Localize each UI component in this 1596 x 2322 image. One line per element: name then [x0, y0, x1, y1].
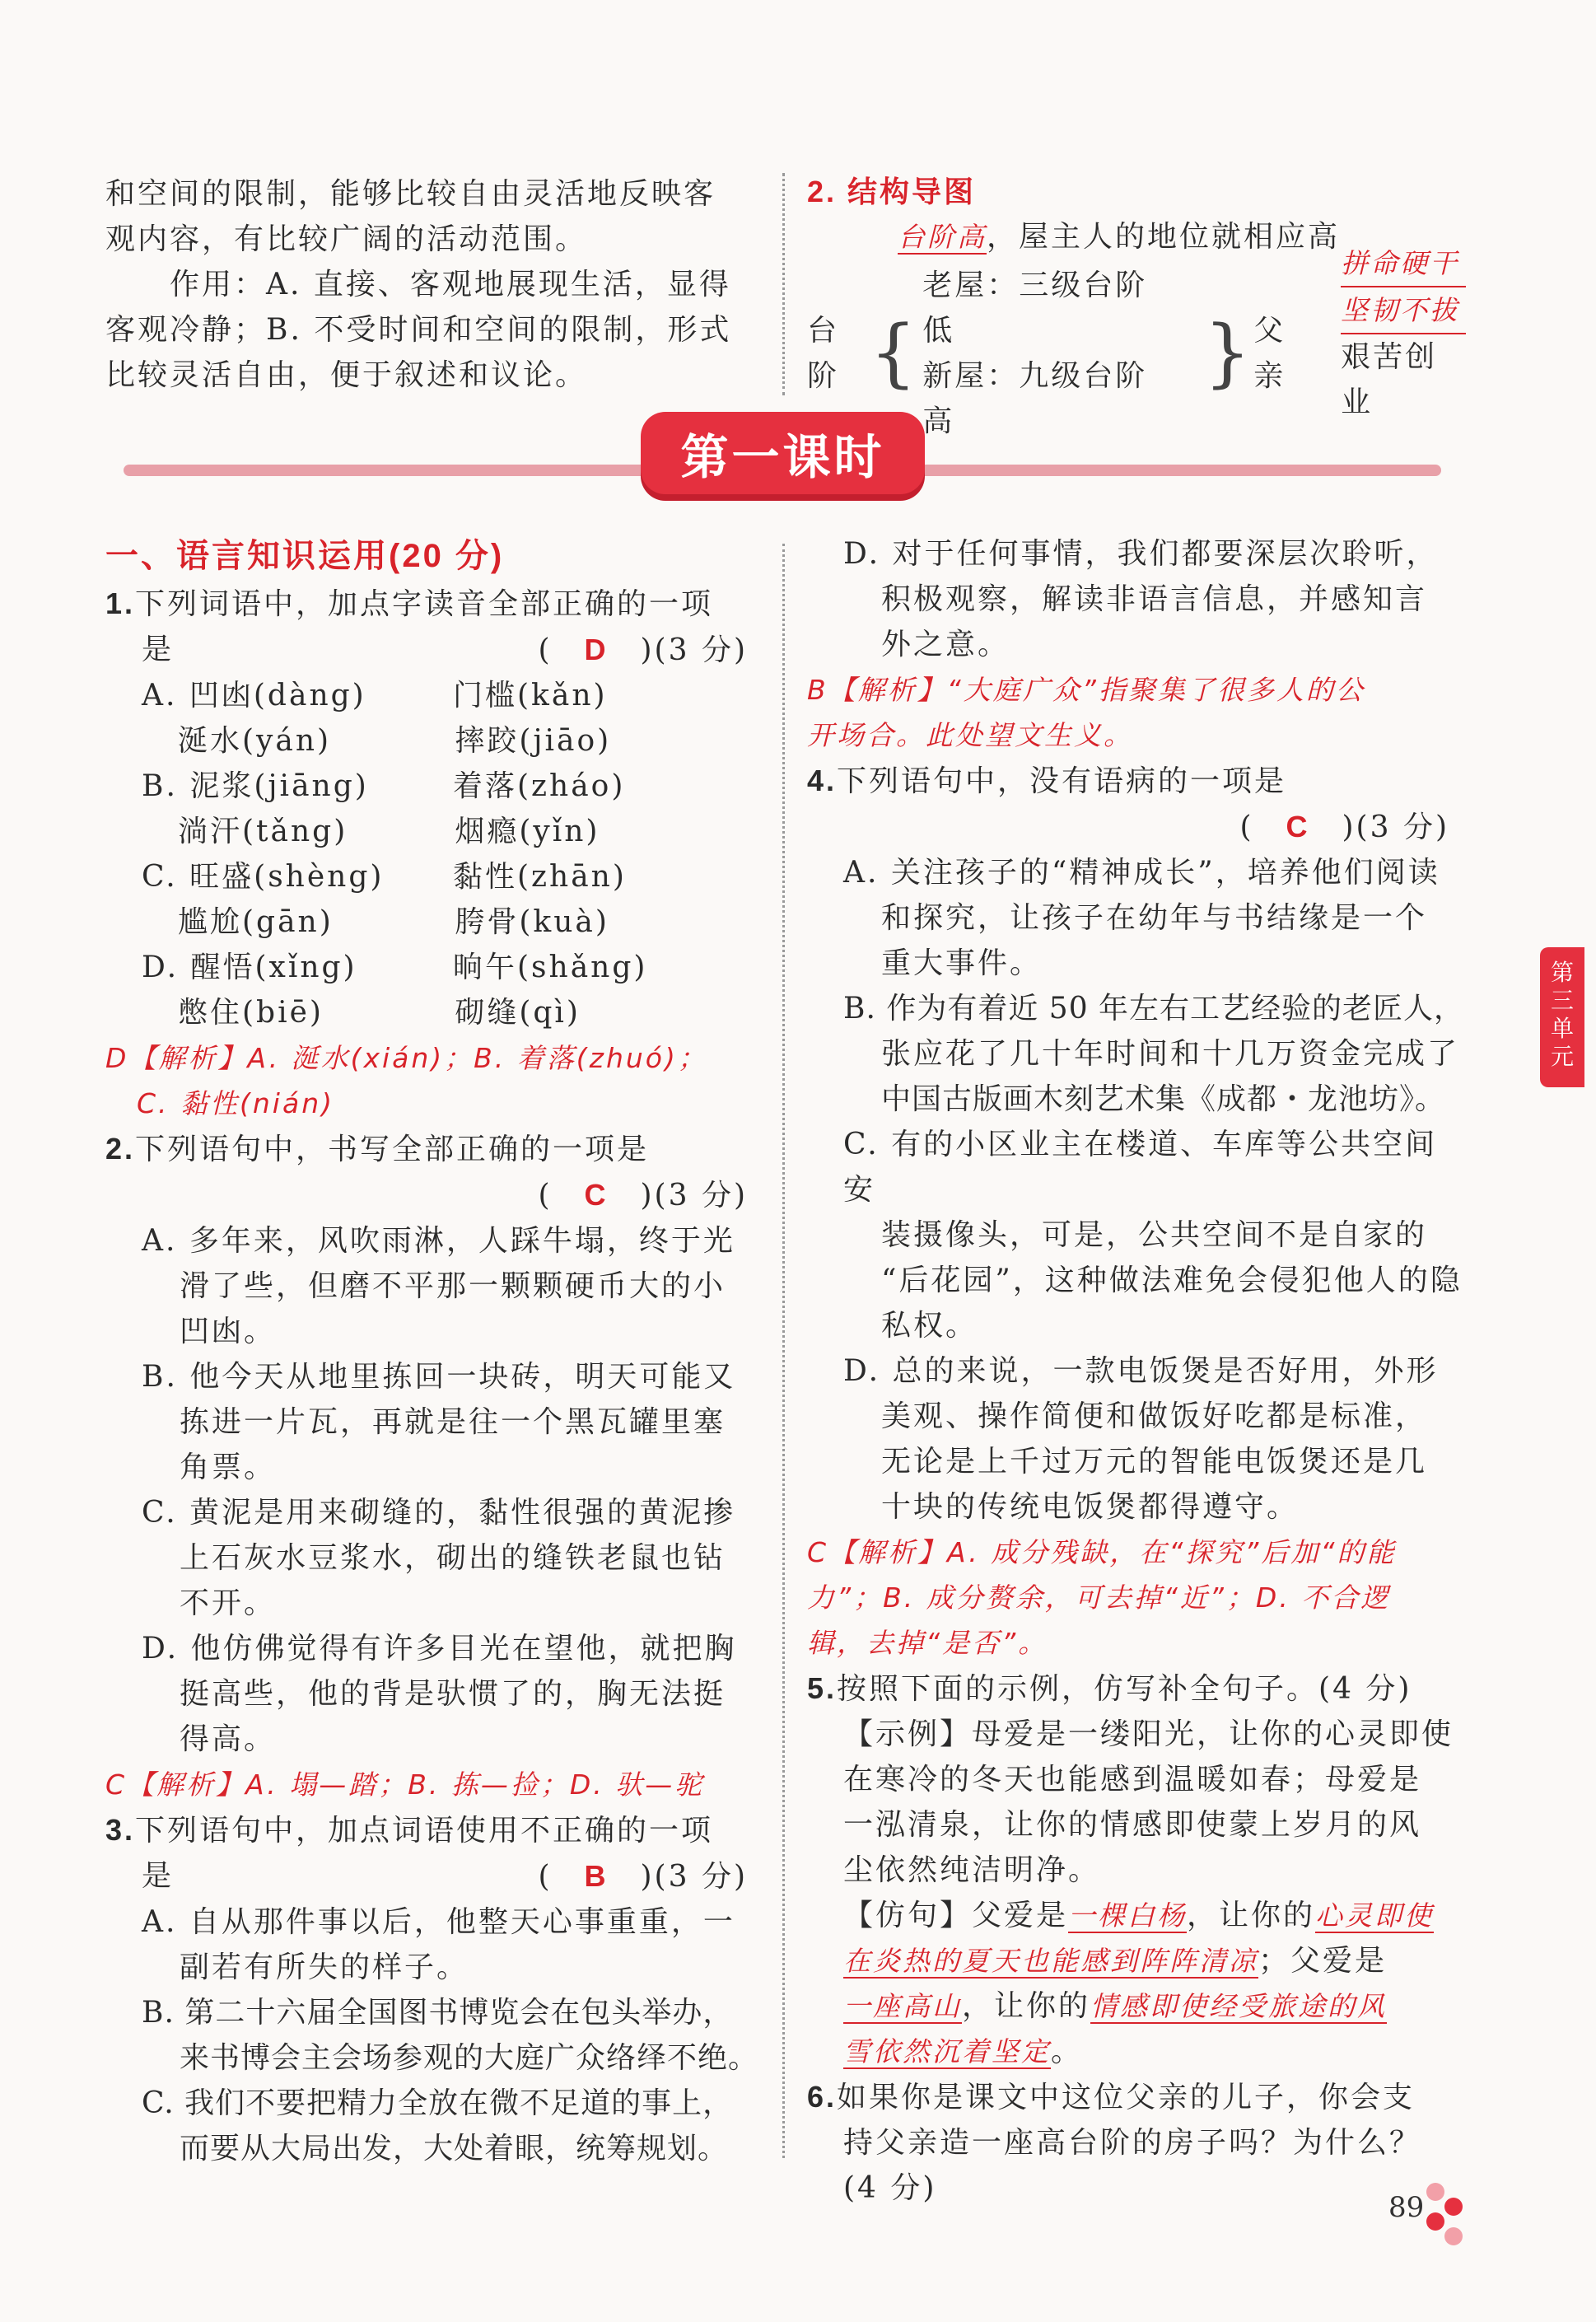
- text-line: A. 凹凼(dàng): [142, 679, 366, 712]
- text-line: A. 自从那件事以后，他整天心事重重，一: [142, 1905, 735, 1939]
- text-line: 尴尬(gān): [178, 905, 334, 939]
- text-line: 下列语句中，加点词语使用不正确的一项: [135, 1814, 714, 1848]
- text-line: “后花园”，这种做法难免会侵犯他人的隐: [881, 1264, 1463, 1297]
- text-line: (3 分): [654, 1179, 748, 1212]
- text-line: 拼命硬干: [1341, 241, 1466, 287]
- text-line: 憋住(biē): [178, 996, 324, 1030]
- text-line: 来书博会主会场参观的大庭广众络绎不绝。: [180, 2041, 759, 2075]
- text-line: ，让你的: [962, 1989, 1091, 2023]
- text-line: 第一课时: [680, 431, 885, 484]
- text-line: 烟瘾(yǐn): [455, 815, 600, 848]
- text-line: 3.: [105, 1813, 136, 1847]
- text-line: 张应花了几十年时间和十几万资金完成了: [881, 1037, 1460, 1071]
- text-line: 无论是上千过万元的智能电饭煲还是几: [881, 1445, 1428, 1479]
- question-3-option-d: [807, 531, 1466, 758]
- explanation: D【解析】A. 涎水(xián)；B. 着落(zhuó)；: [105, 1042, 707, 1074]
- text-line: 辑，去掉“是否”。: [807, 1627, 1048, 1659]
- explanation: C【解析】A. 塌—踏；B. 拣—捡；D. 驮—驼: [105, 1768, 705, 1801]
- question-6: [807, 2074, 1466, 2211]
- text-line: A. 关注孩子的“精神成长”，培养他们阅读: [843, 856, 1440, 890]
- question-4: 4.下列语句中，没有语病的一项是 ( C )(3 分) A. 关注孩子的“精神成长”，培养他们阅读 和探究，让孩子在幼年与书结缘是一个 重大事件。 B. 作为有着近 50 年左右工艺经验的老匠人， 张应花了几十年时间和十几万资金完成了 中国古版画木刻艺术集《成都・龙池坊》。 C. 有的小区业主在楼道、车库等公共空间安 装摄像头，可是，公共空间不是自家的 “后花园”，这种做法难免会侵犯他人的隐 私权。 D. 总的来说，一款电饭煲是否好用，外形 美观、操作简便和做饭好吃都是标准， 无论是上千过万元的智能电饭煲还是几 十块的传统电饭煲都得遵守。 C【解析】A. 成分残缺，在“探究”后加“的能 力”；B. 成分赘余，可去掉“近”；D. 不合逻 辑，去掉“是否”。: [807, 758, 1466, 1666]
- text-line: 是: [142, 1859, 175, 1893]
- text-line: 得高。: [180, 1722, 277, 1756]
- text-line: 着落(zháo): [453, 769, 626, 803]
- text-line: 如果你是课文中这位父亲的儿子，你会支: [837, 2081, 1416, 2114]
- text-line: ；父爱是: [1258, 1944, 1388, 1978]
- text-line: C. 有的小区业主在楼道、车库等公共空间安: [843, 1128, 1438, 1207]
- text-line: 黏性(zhān): [453, 860, 627, 894]
- text-line: 和探究，让孩子在幼年与书结缘是一个: [881, 901, 1428, 935]
- question-2: 2.下列语句中，书写全部正确的一项是 ( C )(3 分) A. 多年来，风吹雨淋，人踩牛塌，终于光 滑了些，但磨不平那一颗颗硬币大的小 凹凼。 B. 他今天从地里拣回一块砖，明天可能又 拣进一片瓦，再就是往一个黑瓦罐里塞 角票。 C. 黄泥是用来砌缝的，黏性很强的黄泥掺 上石灰水豆浆水，砌出的缝铁老鼠也钻 不开。 D. 他仿佛觉得有许多目光在望他，就把胸 挺高些，他的背是驮惯了的，胸无法挺 得高。 C【解析】A. 塌—踏；B. 拣—捡；D. 驮—驼: [105, 1126, 764, 1807]
- text-line: 砌缝(qì): [455, 996, 581, 1030]
- text-line: C. 黏性(nián): [137, 1087, 334, 1119]
- question-5: [807, 1666, 1466, 2074]
- text-line: 台阶: [807, 314, 840, 393]
- text-line: 客观冷静；B. 不受时间和空间的限制，形式: [105, 313, 732, 347]
- question-3: 3.下列语句中，加点词语使用不正确的一项 是 ( B )(3 分) A. 自从那件事以后，他整天心事重重，一 副若有所失的样子。 B. 第二十六届全国图书博览会在包头举办， 来书博会主会场参观的大庭广众络绎不绝。 C. 我们不要把精力全放在微不足道的事上， 而要从大局出发，大处着眼，统筹规划。: [105, 1807, 764, 2171]
- text-line: 上石灰水豆浆水，砌出的缝铁老鼠也钻: [180, 1541, 726, 1575]
- decor-dot: [1426, 2212, 1444, 2231]
- text-line: 凹凼。: [180, 1315, 277, 1348]
- text-line: 中国古版画木刻艺术集《成都・龙池坊》。: [881, 1082, 1446, 1116]
- text-line: B. 他今天从地里拣回一块砖，明天可能又: [142, 1360, 736, 1394]
- text-line: 是: [142, 633, 175, 666]
- text-line: 在炎热的夏天也能感到阵阵清凉: [843, 1945, 1258, 1977]
- text-line: 作用：A. 直接、客观地展现生活，显得: [105, 268, 731, 301]
- left-column: [105, 531, 764, 2171]
- text-line: 1.: [105, 586, 136, 620]
- text-line: 拣进一片瓦，再就是往一个黑瓦罐里塞: [180, 1405, 726, 1439]
- text-line: ，让你的: [1187, 1899, 1316, 1932]
- text-line: 外之意。: [881, 628, 1010, 661]
- text-line: 心灵即使: [1315, 1899, 1435, 1932]
- text-line: B. 作为有着近 50 年左右工艺经验的老匠人，: [843, 992, 1465, 1026]
- text-line: 艰苦创业: [1341, 340, 1438, 419]
- text-line: 装摄像头，可是，公共空间不是自家的: [881, 1218, 1428, 1252]
- text-line: 下列语句中，没有语病的一项是: [837, 764, 1287, 798]
- text-line: 在寒冷的冬天也能感到温暖如春；母爱是: [843, 1763, 1422, 1796]
- text-line: 2. 结构导图: [807, 175, 977, 208]
- structure-map: 2. 结构导图 台阶高，屋主人的地位就相应高 台阶 { 老屋：三级台阶 低 新屋：九级台阶 高 } 父亲 拼命硬干 坚韧不拔 艰苦创业: [807, 169, 1466, 444]
- text-line: C. 黄泥是用来砌缝的，黏性很强的黄泥掺: [142, 1496, 736, 1530]
- explanation: B【解析】“大庭广众”指聚集了很多人的公: [807, 674, 1365, 706]
- answer-mark: C: [1286, 810, 1310, 843]
- text-line: (3 分): [654, 1860, 748, 1894]
- unit-tab: 第三单元: [1540, 947, 1584, 1087]
- lesson-banner: [641, 412, 925, 494]
- text-line: 比较灵活自由，便于叙述和议论。: [105, 358, 588, 392]
- text-line: D. 对于任何事情，我们都要深层次聆听，: [843, 537, 1439, 571]
- text-line: (3 分): [1356, 811, 1449, 844]
- text-line: 重大事件。: [881, 946, 1043, 980]
- text-line: 老屋：三级台阶 低: [922, 269, 1180, 348]
- text-line: (3 分): [654, 633, 748, 667]
- text-line: 一棵白杨: [1068, 1899, 1188, 1932]
- text-line: 一泓清泉，让你的情感即使蒙上岁月的风: [843, 1808, 1422, 1842]
- text-line: 【示例】母爱是一缕阳光，让你的心灵即使: [843, 1717, 1454, 1751]
- question-1: 1.下列词语中，加点字读音全部正确的一项 是 ( D )(3 分) A. 凹凼(dàng) 门槛(kǎn) 涎水(yán) 摔跤(jiāo) B. 泥浆(jiāng) 着落(zháo) 淌汗(tǎng) 烟瘾(yǐn) C. 旺盛(shèng) 黏性(zhān) 尴尬(gān) 胯骨(kuà) D. 醒悟(xǐng) 晌午(shǎng) 憋住(biē) 砌缝(qì) D【解析】A. 涎水(xián)；B. 着落(zhuó)； C. 黏性(nián): [105, 581, 764, 1126]
- text-line: 淌汗(tǎng): [178, 815, 348, 848]
- text-line: 滑了些，但磨不平那一颗颗硬币大的小: [180, 1269, 726, 1303]
- text-line: 晌午(shǎng): [453, 951, 648, 984]
- answer-mark: D: [584, 633, 609, 666]
- text-line: 父亲: [1253, 314, 1286, 393]
- text-line: ，屋主人的地位就相应高: [987, 220, 1341, 254]
- text-line: 副若有所失的样子。: [180, 1951, 469, 1984]
- text-line: D. 醒悟(xǐng): [142, 951, 357, 984]
- text-line: 5.: [807, 1671, 838, 1705]
- text-line: D. 总的来说，一款电饭煲是否好用，外形: [843, 1354, 1439, 1388]
- text-line: 涎水(yán): [178, 724, 332, 758]
- text-line: 新屋：九级台阶 高: [922, 359, 1180, 438]
- text-line: 力”；B. 成分赘余，可去掉“近”；D. 不合逻: [807, 1581, 1391, 1614]
- text-line: 摔跤(jiāo): [455, 724, 612, 758]
- text-line: 一座高山: [843, 1990, 962, 2022]
- text-line: C. 旺盛(shèng): [142, 860, 385, 894]
- text-line: 4.: [807, 764, 838, 797]
- text-line: 【仿句】父爱是: [843, 1899, 1069, 1932]
- text-line: 。: [1051, 2035, 1084, 2068]
- decor-dot: [1444, 2198, 1463, 2216]
- text-line: 坚韧不拔: [1341, 287, 1466, 334]
- text-line: 胯骨(kuà): [455, 905, 609, 939]
- text-line: 和空间的限制，能够比较自由灵活地反映客: [105, 177, 716, 211]
- text-line: D. 他仿佛觉得有许多目光在望他，就把胸: [142, 1632, 737, 1666]
- text-line: 6.: [807, 2080, 838, 2114]
- text-line: 按照下面的示例，仿写补全句子。(4 分): [837, 1672, 1412, 1706]
- text-line: 挺高些，他的背是驮惯了的，胸无法挺: [180, 1677, 726, 1711]
- text-line: 情感即使经受旅途的风: [1090, 1990, 1388, 2022]
- text-line: 门槛(kǎn): [453, 679, 608, 712]
- text-line: 尘依然纯洁明净。: [843, 1853, 1101, 1887]
- text-line: B. 泥浆(jiāng): [142, 769, 369, 803]
- decor-dot: [1426, 2183, 1444, 2201]
- text-line: A. 多年来，风吹雨淋，人踩牛塌，终于光: [142, 1224, 735, 1258]
- explanation: C【解析】A. 成分残缺，在“探究”后加“的能: [807, 1536, 1397, 1568]
- text-line: 十块的传统电饭煲都得遵守。: [881, 1490, 1300, 1524]
- text-line: 下列语句中，书写全部正确的一项是: [135, 1133, 650, 1166]
- text-line: 而要从大局出发，大处着眼，统筹规划。: [180, 2132, 729, 2165]
- text-line: 角票。: [180, 1451, 277, 1484]
- text-line: C. 我们不要把精力全放在微不足道的事上，: [142, 2086, 734, 2120]
- text-line: 开场合。此处望文生义。: [807, 719, 1133, 751]
- text-line: 持父亲造一座高台阶的房子吗？为什么？: [843, 2126, 1422, 2160]
- text-line: (4 分): [843, 2171, 937, 2205]
- text-line: B. 第二十六届全国图书博览会在包头举办，: [142, 1996, 734, 2030]
- intro-paragraph: [105, 171, 764, 398]
- answer-mark: B: [584, 1859, 609, 1893]
- right-column: [807, 531, 1466, 2211]
- text-line: 2.: [105, 1132, 136, 1166]
- answer-mark: C: [584, 1178, 609, 1212]
- text-line: 积极观察，解读非语言信息，并感知言: [881, 582, 1428, 616]
- text-line: 下列词语中，加点字读音全部正确的一项: [135, 587, 714, 621]
- text-line: 私权。: [881, 1309, 978, 1343]
- text-line: 美观、操作简便和做饭好吃都是标准，: [881, 1399, 1428, 1433]
- text-line: 雪依然沉着坚定: [843, 2035, 1051, 2067]
- section-title: 一、语言知识运用(20 分): [105, 538, 505, 574]
- decor-dot: [1444, 2227, 1463, 2245]
- text-line: 不开。: [180, 1586, 277, 1620]
- handwritten-answer: 台阶高: [898, 221, 987, 253]
- text-line: 观内容，有比较广阔的活动范围。: [105, 222, 588, 256]
- page-number: 89: [1388, 2191, 1425, 2224]
